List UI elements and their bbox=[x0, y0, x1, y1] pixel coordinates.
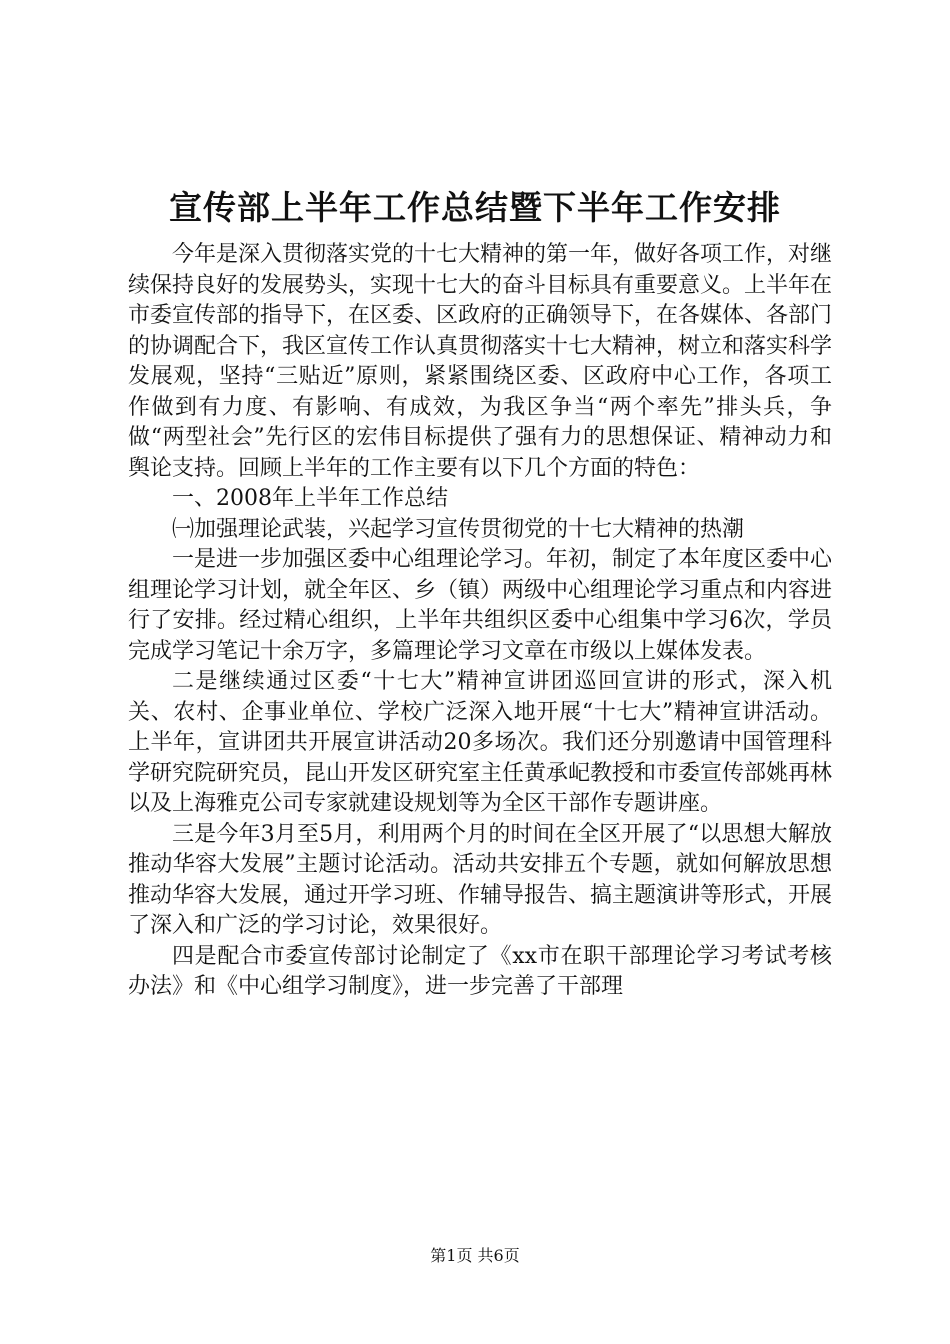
paragraph-item-3: 三是今年3月至5月，利用两个月的时间在全区开展了“以思想大解放推动华容大发展”主题讨论活动。活动共安排五个专题，就如何解放思想推动华容大发展，通过开学习班、作辅导报告、搞主题演讲等形式，开展了深入和广泛的学习讨论，效果很好。 bbox=[128, 821, 833, 938]
paragraph-intro: 今年是深入贯彻落实党的十七大精神的第一年，做好各项工作，对继续保持良好的发展势头，实现十七大的奋斗目标具有重要意义。上半年在市委宣传部的指导下，在区委、区政府的正确领导下，在各媒体、各部门的协调配合下，我区宣传工作认真贯彻落实十七大精神，树立和落实科学发展观，坚持“三贴近”原则，紧紧围绕区委、区政府中心工作，各项工作做到有力度、有影响、有成效，为我区争当“两个率先”排头兵，争做“两型社会”先行区的宏伟目标提供了强有力的思想保证、精神动力和舆论支持。回顾上半年的工作主要有以下几个方面的特色： bbox=[128, 242, 833, 481]
document-title: 宣传部上半年工作总结暨下半年工作安排 bbox=[169, 188, 781, 227]
document-body bbox=[128, 240, 832, 1003]
page-footer: 第1页 共6页 bbox=[430, 1246, 520, 1265]
paragraph-item-1: 一是进一步加强区委中心组理论学习。年初，制定了本年度区委中心组理论学习计划，就全年区、乡（镇）两级中心组理论学习重点和内容进行了安排。经过精心组织，上半年共组织区委中心组集中学习6次，学员完成学习笔记十余万字，多篇理论学习文章在市级以上媒体发表。 bbox=[128, 547, 833, 664]
paragraph-item-2: 二是继续通过区委“十七大”精神宣讲团巡回宣讲的形式，深入机关、农村、企事业单位、学校广泛深入地开展“十七大”精神宣讲活动。上半年，宣讲团共开展宣讲活动20多场次。我们还分别邀请中国管理科学研究院研究员，昆山开发区研究室主任黄承屺教授和市委宣传部姚再林以及上海雅克公司专家就建设规划等为全区干部作专题讲座。 bbox=[128, 669, 833, 816]
paragraph-item-4: 四是配合市委宣传部讨论制定了《xx市在职干部理论学习考试考核办法》和《中心组学习制度》，进一步完善了干部理 bbox=[128, 943, 832, 999]
section-heading: 一、2008年上半年工作总结 bbox=[172, 486, 448, 511]
subsection-heading: ㈠加强理论武装，兴起学习宣传贯彻党的十七大精神的热潮 bbox=[172, 516, 745, 542]
